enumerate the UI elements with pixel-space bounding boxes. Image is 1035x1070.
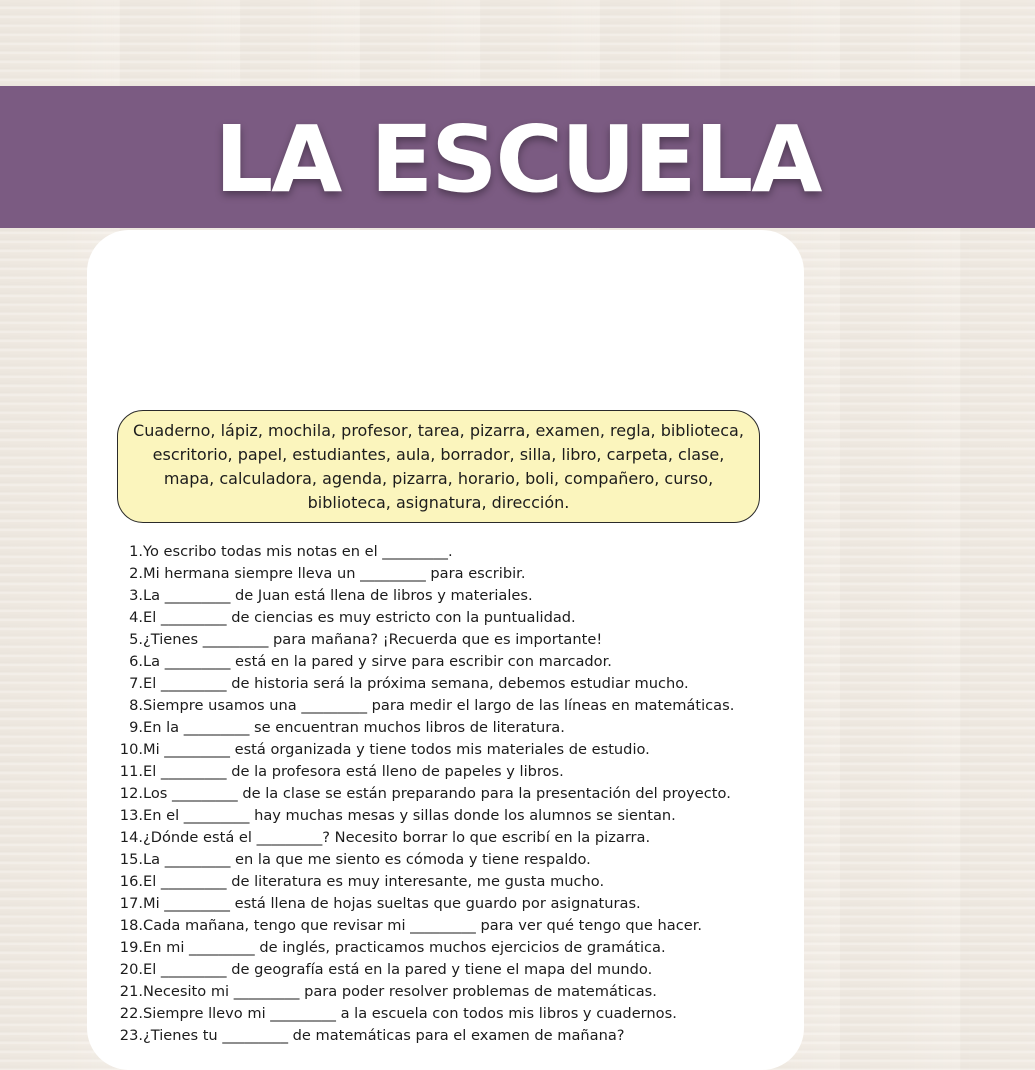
exercise-number: 9.: [129, 719, 143, 736]
exercise-item: [116, 607, 796, 629]
exercise-number: 3.: [129, 587, 143, 604]
exercise-sentence: El _________ de historia será la próxima semana, debemos estudiar mucho.: [143, 675, 689, 692]
exercise-number: 19.: [119, 939, 143, 956]
exercise-item: [116, 959, 796, 981]
exercise-item: [116, 1025, 796, 1047]
exercise-sentence: El _________ de ciencias es muy estricto con la puntualidad.: [143, 609, 576, 626]
exercise-item: [116, 761, 796, 783]
exercise-number: 17.: [119, 895, 143, 912]
title-banner: [0, 86, 1035, 228]
exercise-sentence: En la _________ se encuentran muchos libros de literatura.: [143, 719, 565, 736]
exercise-sentence: ¿Dónde está el _________? Necesito borrar lo que escribí en la pizarra.: [143, 829, 651, 846]
exercise-number: 21.: [119, 983, 143, 1000]
exercise-sentence: Siempre usamos una _________ para medir el largo de las líneas en matemáticas.: [143, 697, 735, 714]
exercise-item: [116, 937, 796, 959]
exercise-sentence: Necesito mi _________ para poder resolver problemas de matemáticas.: [143, 983, 657, 1000]
exercise-item: [116, 871, 796, 893]
exercise-number: 6.: [129, 653, 143, 670]
exercise-sentence: El _________ de literatura es muy interesante, me gusta mucho.: [143, 873, 605, 890]
exercise-number: 2.: [129, 565, 143, 582]
exercise-list: [116, 541, 796, 1047]
exercise-number: 8.: [129, 697, 143, 714]
exercise-sentence: ¿Tienes tu _________ de matemáticas para el examen de mañana?: [143, 1027, 625, 1044]
exercise-number: 18.: [119, 917, 143, 934]
exercise-number: 20.: [119, 961, 143, 978]
exercise-item: [116, 915, 796, 937]
exercise-sentence: En mi _________ de inglés, practicamos muchos ejercicios de gramática.: [143, 939, 666, 956]
exercise-number: 4.: [129, 609, 143, 626]
exercise-number: 5.: [129, 631, 143, 648]
exercise-sentence: Yo escribo todas mis notas en el _________.: [143, 543, 453, 560]
exercise-sentence: La _________ de Juan está llena de libros y materiales.: [143, 587, 533, 604]
exercise-sentence: Cada mañana, tengo que revisar mi _________ para ver qué tengo que hacer.: [143, 917, 703, 934]
exercise-item: [116, 981, 796, 1003]
exercise-number: 10.: [119, 741, 143, 758]
exercise-item: [116, 585, 796, 607]
exercise-number: 1.: [129, 543, 143, 560]
exercise-sentence: Mi _________ está llena de hojas sueltas que guardo por asignaturas.: [143, 895, 641, 912]
word-bank-text: Cuaderno, lápiz, mochila, profesor, tarea, pizarra, examen, regla, biblioteca, escritorio, papel, estudiantes, aula, borrador, silla, libro, carpeta, clase, mapa, calculadora, agenda, pizarra, horario, boli, compañero, curso, biblioteca, asignatura, dirección.: [133, 420, 744, 512]
exercise-number: 11.: [119, 763, 143, 780]
exercise-sentence: La _________ está en la pared y sirve para escribir con marcador.: [143, 653, 612, 670]
exercise-sentence: Mi _________ está organizada y tiene todos mis materiales de estudio.: [143, 741, 650, 758]
exercise-sentence: En el _________ hay muchas mesas y sillas donde los alumnos se sientan.: [143, 807, 676, 824]
exercise-number: 23.: [119, 1027, 143, 1044]
exercise-item: [116, 805, 796, 827]
exercise-number: 22.: [119, 1005, 143, 1022]
exercise-item: [116, 827, 796, 849]
exercise-sentence: ¿Tienes _________ para mañana? ¡Recuerda que es importante!: [143, 631, 603, 648]
exercise-sentence: Siempre llevo mi _________ a la escuela con todos mis libros y cuadernos.: [143, 1005, 677, 1022]
exercise-sentence: El _________ de la profesora está lleno de papeles y libros.: [143, 763, 564, 780]
exercise-number: 14.: [119, 829, 143, 846]
exercise-item: [116, 893, 796, 915]
page-title: LA ESCUELA: [214, 106, 821, 213]
exercise-number: 13.: [119, 807, 143, 824]
exercise-item: [116, 629, 796, 651]
exercise-item: [116, 783, 796, 805]
exercise-item: [116, 1003, 796, 1025]
exercise-number: 15.: [119, 851, 143, 868]
exercise-item: [116, 541, 796, 563]
word-bank: [117, 410, 760, 523]
exercise-number: 12.: [119, 785, 143, 802]
exercise-item: [116, 717, 796, 739]
exercise-number: 16.: [119, 873, 143, 890]
exercise-sentence: El _________ de geografía está en la pared y tiene el mapa del mundo.: [143, 961, 653, 978]
exercise-item: [116, 695, 796, 717]
exercise-item: [116, 849, 796, 871]
exercise-sentence: Mi hermana siempre lleva un _________ para escribir.: [143, 565, 526, 582]
exercise-sentence: Los _________ de la clase se están preparando para la presentación del proyecto.: [143, 785, 731, 802]
exercise-number: 7.: [129, 675, 143, 692]
exercise-item: [116, 563, 796, 585]
exercise-sentence: La _________ en la que me siento es cómoda y tiene respaldo.: [143, 851, 591, 868]
exercise-item: [116, 739, 796, 761]
exercise-item: [116, 673, 796, 695]
exercise-item: [116, 651, 796, 673]
